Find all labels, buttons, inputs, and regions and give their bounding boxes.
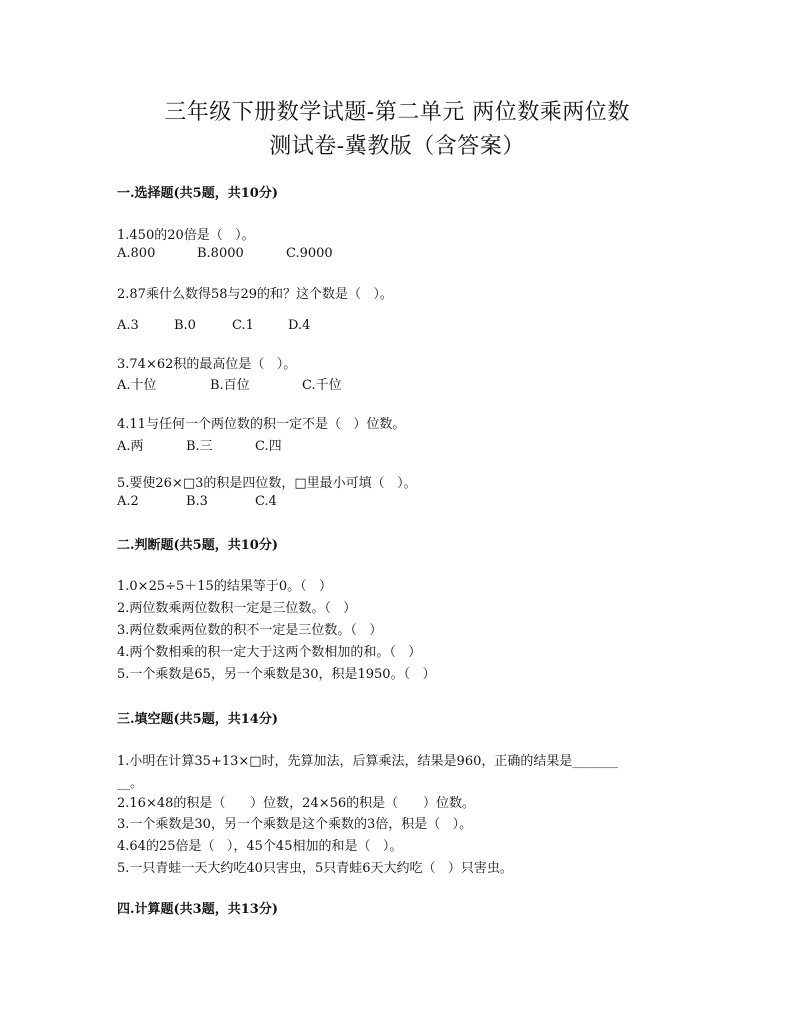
exam-title-line1: 三年级下册数学试题-第二单元 两位数乘两位数 — [164, 100, 630, 125]
option: B.3 — [186, 494, 208, 509]
option: A.2 — [117, 494, 139, 509]
option: B.8000 — [197, 246, 244, 261]
question-text: 5.一个乘数是65，另一个乘数是30，积是1950。（ ） — [117, 667, 436, 682]
option: B.0 — [174, 318, 196, 333]
option: A.十位 — [117, 378, 157, 393]
question-text: 1.小明在计算35+13×□时，先算加法，后算乘法，结果是960，正确的结果是_______ — [117, 754, 618, 769]
question-text: 3.两位数乘两位数的积不一定是三位数。（ ） — [117, 623, 383, 638]
option: C.千位 — [302, 378, 342, 393]
option: A.两 — [117, 439, 144, 454]
section-heading-choice: 一.选择题(共5题，共10分) — [117, 186, 278, 201]
question-text: 3.74×62积的最高位是（ ）。 — [117, 357, 297, 372]
option: C.4 — [255, 494, 277, 509]
question-text: 4.两个数相乘的积一定大于这两个数相加的和。（ ） — [117, 645, 422, 660]
option: C.9000 — [286, 246, 333, 261]
question-text: 3.一个乘数是30，另一个乘数是这个乘数的3倍，积是（ ）。 — [117, 817, 473, 832]
question-text: 4.11与任何一个两位数的积一定不是（ ）位数。 — [117, 417, 406, 432]
question-text: 2.87乘什么数得58与29的和？这个数是（ ）。 — [117, 287, 393, 302]
option: D.4 — [288, 318, 311, 333]
question-text: 1.450的20倍是（ ）。 — [117, 228, 255, 243]
option: A.800 — [117, 246, 156, 261]
section-heading-fill-blank: 三.填空题(共5题，共14分) — [117, 712, 278, 727]
question-text: 4.64的25倍是（ ），45个45相加的和是（ ）。 — [117, 839, 403, 854]
option: C.四 — [255, 439, 282, 454]
question-text-continued: __。 — [117, 776, 144, 791]
question-text: 2.两位数乘两位数积一定是三位数。（ ） — [117, 601, 357, 616]
option: C.1 — [232, 318, 254, 333]
question-text: 2.16×48的积是（ ）位数，24×56的积是（ ）位数。 — [117, 796, 475, 811]
option: B.三 — [186, 439, 213, 454]
question-text: 1.0×25÷5＋15的结果等于0。（ ） — [117, 579, 332, 594]
question-text: 5.要使26×□3的积是四位数，□里最小可填（ ）。 — [117, 476, 417, 491]
section-heading-calculation: 四.计算题(共3题，共13分) — [117, 902, 278, 917]
question-text: 5.一只青蛙一天大约吃40只害虫，5只青蛙6天大约吃（ ）只害虫。 — [117, 861, 513, 876]
option: A.3 — [117, 318, 139, 333]
option: B.百位 — [210, 378, 250, 393]
section-heading-judgement: 二.判断题(共5题，共10分) — [117, 538, 278, 553]
exam-title-line2: 测试卷-冀教版（含答案） — [269, 134, 525, 159]
